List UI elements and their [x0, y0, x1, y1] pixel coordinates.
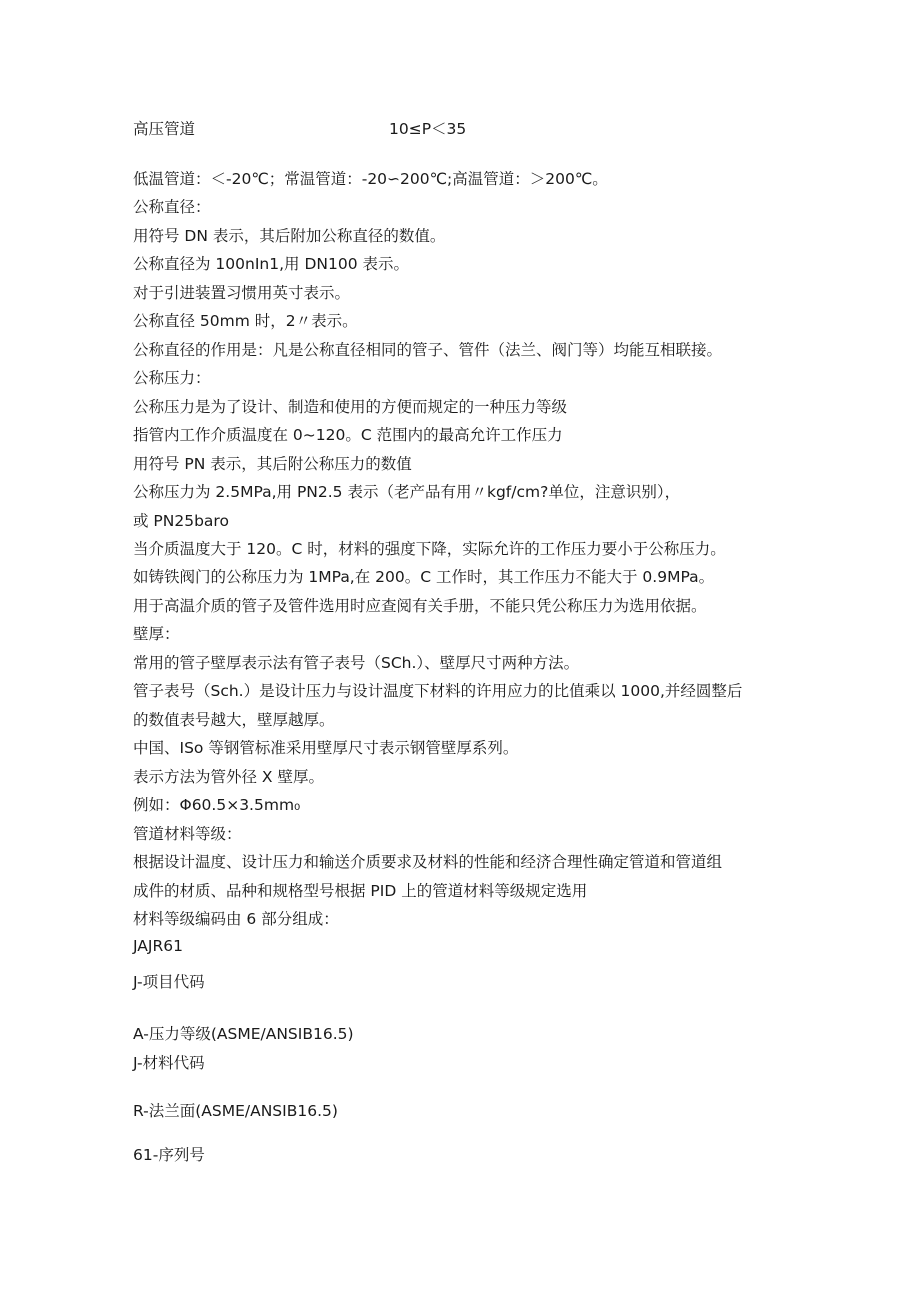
text-line: 公称压力为 2.5MPa,用 PN2.5 表示（老产品有用〃kgf/cm?单位，注意识别），	[133, 483, 681, 501]
material-grade-heading: 管道材料等级：	[133, 825, 242, 843]
text-line: 例如：Φ60.5×3.5mm₀	[133, 796, 301, 814]
text-line: 管子表号（Sch.）是设计压力与设计温度下材料的许用应力的比值乘以 1000,并经圆整后	[133, 682, 743, 700]
high-pressure-value: 10≤P＜35	[389, 120, 467, 138]
text-line: 常用的管子壁厚表示法有管子表号（SCh.）、壁厚尺寸两种方法。	[133, 654, 580, 672]
code-part-project: J-项目代码	[133, 973, 205, 991]
text-line: 成件的材质、品种和规格型号根据 PID 上的管道材料等级规定选用	[133, 882, 588, 900]
wall-thickness-heading: 壁厚：	[133, 625, 180, 643]
high-pressure-row	[133, 119, 467, 139]
code-part-pressure: A-压力等级(ASME/ANSIB16.5)	[133, 1025, 354, 1043]
text-line: 的数值表号越大，壁厚越厚。	[133, 711, 335, 729]
grade-code: JAJR61	[133, 937, 183, 955]
text-line: 用符号 DN 表示，其后附加公称直径的数值。	[133, 227, 446, 245]
text-line: 指管内工作介质温度在 0~120。C 范围内的最高允许工作压力	[133, 426, 563, 444]
code-part-material: J-材料代码	[133, 1054, 205, 1072]
text-line: 中国、ISo 等钢管标准采用壁厚尺寸表示钢管壁厚系列。	[133, 739, 519, 757]
text-line: 对于引进装置习惯用英寸表示。	[133, 284, 351, 302]
text-line: 如铸铁阀门的公称压力为 1MPa,在 200。C 工作时，其工作压力不能大于 0.9MPa。	[133, 568, 715, 586]
text-line: 材料等级编码由 6 部分组成：	[133, 910, 339, 928]
temperature-classes-line: 低温管道：＜-20℃；常温管道：-20∽200℃;高温管道：＞200℃。	[133, 170, 608, 188]
text-line: 根据设计温度、设计压力和输送介质要求及材料的性能和经济合理性确定管道和管道组	[133, 853, 723, 871]
high-pressure-label: 高压管道	[133, 120, 196, 138]
text-line: 公称直径为 100nIn1,用 DN100 表示。	[133, 255, 409, 273]
text-line: 用于高温介质的管子及管件选用时应查阅有关手册，不能只凭公称压力为选用依据。	[133, 597, 707, 615]
text-line: 公称直径的作用是：凡是公称直径相同的管子、管件（法兰、阀门等）均能互相联接。	[133, 341, 723, 359]
text-line: 用符号 PN 表示，其后附公称压力的数值	[133, 455, 412, 473]
nominal-diameter-heading: 公称直径：	[133, 198, 211, 216]
code-part-flange: R-法兰面(ASME/ANSIB16.5)	[133, 1102, 338, 1120]
nominal-pressure-heading: 公称压力：	[133, 369, 211, 387]
text-line: 当介质温度大于 120。C 时，材料的强度下降，实际允许的工作压力要小于公称压力。	[133, 540, 726, 558]
text-line: 公称直径 50mm 时，2〃表示。	[133, 312, 358, 330]
text-line: 公称压力是为了设计、制造和使用的方便而规定的一种压力等级	[133, 398, 568, 416]
code-part-serial: 61-序列号	[133, 1146, 205, 1164]
text-line: 表示方法为管外径 X 壁厚。	[133, 768, 324, 786]
text-line: 或 PN25baro	[133, 512, 229, 530]
